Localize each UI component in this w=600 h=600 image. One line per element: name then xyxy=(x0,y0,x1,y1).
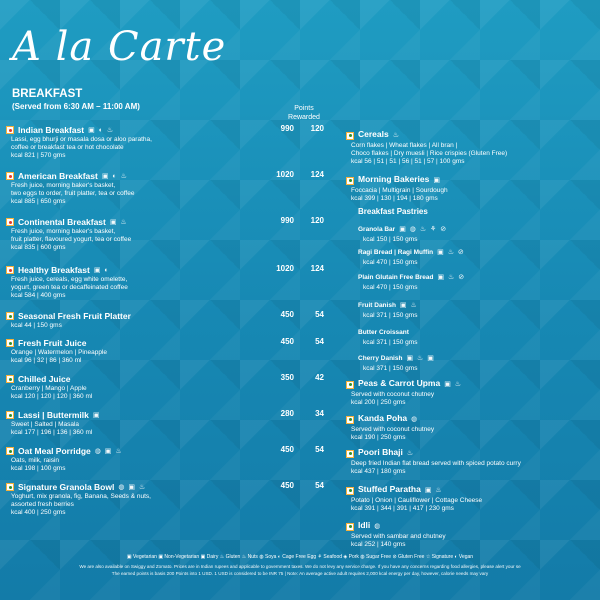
item-description-line: kcal 56 | 51 | 51 | 56 | 51 | 57 | 100 gms xyxy=(351,158,465,165)
item-price: 450 xyxy=(280,337,294,346)
veg-symbol-icon xyxy=(6,375,14,383)
section-subtitle: (Served from 6:30 AM – 11:00 AM) xyxy=(12,102,140,111)
item-points: 120 xyxy=(310,216,324,225)
item-header xyxy=(346,479,596,497)
item-header xyxy=(346,169,596,187)
item-description-line: kcal 198 | 100 gms xyxy=(11,465,66,472)
item-points: 54 xyxy=(315,310,324,319)
symbol-dot xyxy=(9,450,12,453)
item-points: 34 xyxy=(315,409,324,418)
dietary-icons: ▣ ◐ ♨ xyxy=(88,127,115,134)
item-description-line: kcal 470 | 150 gms xyxy=(363,259,418,266)
symbol-dot xyxy=(9,221,12,224)
menu-item-8 xyxy=(6,445,336,473)
item-description-line: Served with coconut chutney xyxy=(351,391,435,398)
item-description-line: kcal 391 | 344 | 391 | 417 | 230 gms xyxy=(351,505,454,512)
item-description-line: Corn flakes | Wheat flakes | All bran | xyxy=(351,142,458,149)
menu-item-1 xyxy=(6,170,336,206)
dietary-icons: ▣ xyxy=(433,177,441,184)
dietary-legend: ▣ Vegetarian ▣ Non-Vegetarian ▣ Dairy ♨ Gluten ♨ Nuts ◍ Soya ◐ Cage Free Egg ⚘ Seafood ◈ Pork ◍ Sugar Free ⊘ Gluten Free ☆ Signature ◐ Vegan xyxy=(126,554,474,560)
item-header xyxy=(346,408,596,426)
item-name: American Breakfast xyxy=(18,171,98,181)
menu-title: A la Carte xyxy=(12,24,227,70)
menu-item-4 xyxy=(6,310,336,330)
item-header xyxy=(358,347,588,365)
nonveg-symbol-icon xyxy=(6,218,14,226)
item-price: 990 xyxy=(280,124,294,133)
item-header xyxy=(346,442,596,460)
menu-item-5 xyxy=(6,337,336,365)
menu-item-6 xyxy=(6,373,336,401)
item-name: Stuffed Paratha xyxy=(358,484,421,494)
item-header xyxy=(346,124,596,142)
item-description-line: Orange | Watermelon | Pineapple xyxy=(11,349,107,356)
right-menu-item-1 xyxy=(346,169,596,203)
item-description-line: kcal 399 | 130 | 194 | 180 gms xyxy=(351,195,438,202)
right-menu-item-0 xyxy=(346,124,596,166)
item-price: 450 xyxy=(280,481,294,490)
veg-symbol-icon xyxy=(346,132,354,140)
item-description-line: Fresh juice, cereals, egg white omelette, xyxy=(11,276,128,283)
symbol-dot xyxy=(349,383,352,386)
item-name: Healthy Breakfast xyxy=(18,265,90,275)
menu-item-2 xyxy=(6,216,336,252)
item-name: Peas & Carrot Upma xyxy=(358,378,441,388)
menu-item-7 xyxy=(6,409,336,437)
item-description-line: coffee or breakfast tea or hot chocolate xyxy=(11,144,124,151)
section-title: BREAKFAST xyxy=(12,88,83,100)
item-points: 124 xyxy=(310,170,324,179)
symbol-dot xyxy=(349,134,352,137)
item-description-line: Potato | Onion | Cauliflower | Cottage Cheese xyxy=(351,497,483,504)
dietary-icons: ◍ xyxy=(411,416,419,423)
veg-symbol-icon xyxy=(346,177,354,185)
dietary-icons: ◍ xyxy=(374,523,382,530)
item-description-line: Served with sambar and chutney xyxy=(351,533,446,540)
item-price: 280 xyxy=(280,409,294,418)
symbol-dot xyxy=(9,269,12,272)
item-points: 54 xyxy=(315,481,324,490)
item-points: 120 xyxy=(310,124,324,133)
item-description-line: Choco flakes | Dry muesli | Rice crispies (Gluten Free) xyxy=(351,150,508,157)
dietary-icons: ▣ ♨ xyxy=(109,219,128,226)
item-name: Idli xyxy=(358,520,371,530)
symbol-dot xyxy=(9,342,12,345)
item-name: Lassi | Buttermilk xyxy=(18,410,89,420)
points-header-line-2: Rewarded xyxy=(288,114,320,121)
right-menu-item-2-3 xyxy=(346,479,596,513)
points-header-line-1: Points xyxy=(294,105,314,112)
dietary-icons: ♨ xyxy=(406,450,415,457)
item-header xyxy=(346,373,596,391)
item-name: Cereals xyxy=(358,129,389,139)
right-menu-item-2-2 xyxy=(346,442,596,476)
right-menu-item-2-0 xyxy=(346,373,596,407)
item-name: Fresh Fruit Juice xyxy=(18,338,87,348)
item-description-line: kcal 821 | 570 gms xyxy=(11,152,66,159)
item-description-line: Fresh juice, morning baker's basket, xyxy=(11,228,116,235)
item-description-line: Cranberry | Mango | Apple xyxy=(11,385,87,392)
dietary-icons: ▣ ◐ xyxy=(93,267,110,274)
dietary-icons: ▣ ♨ ⊘ xyxy=(437,274,466,281)
item-description-line: two eggs to order, fruit platter, tea or coffee xyxy=(11,190,135,197)
points-column-header xyxy=(282,104,326,122)
item-description-line: kcal 470 | 150 gms xyxy=(363,284,418,291)
pastry-item-4 xyxy=(358,321,588,347)
item-points: 54 xyxy=(315,445,324,454)
veg-symbol-icon xyxy=(6,312,14,320)
item-description-line: yogurt, green tea or decaffeinated coffee xyxy=(11,284,128,291)
item-price: 1020 xyxy=(276,264,294,273)
item-description-line: fruit platter, flavoured yogurt, tea or coffee xyxy=(11,236,132,243)
dietary-icons: ▣ ♨ ▣ xyxy=(406,355,435,362)
item-description-line: kcal 371 | 150 gms xyxy=(363,365,418,372)
item-name: Ragi Bread | Ragi Muffin xyxy=(358,249,434,256)
menu-item-0 xyxy=(6,124,336,160)
veg-symbol-icon xyxy=(6,483,14,491)
menu-item-9 xyxy=(6,481,336,517)
item-description-line: kcal 44 | 150 gms xyxy=(11,322,62,329)
item-name: Butter Croissant xyxy=(358,329,409,336)
item-points: 124 xyxy=(310,264,324,273)
item-price: 350 xyxy=(280,373,294,382)
item-description-line: Foccacia | Multigrain | Sourdough xyxy=(351,187,448,194)
symbol-dot xyxy=(349,525,352,528)
item-price: 990 xyxy=(280,216,294,225)
item-header xyxy=(358,266,588,284)
item-name: Kanda Poha xyxy=(358,413,408,423)
item-description-line: Sweet | Salted | Masala xyxy=(11,421,80,428)
item-description-line: Served with coconut chutney xyxy=(351,426,435,433)
item-name: Chilled Juice xyxy=(18,374,71,384)
footer-note-2: The earned points is basis 200 Points into 1 USD. 1 USD is considered to be INR 75 | Note: An average active adult requires 2,000 kcal energy per day, however, calorie needs may vary xyxy=(111,571,489,576)
item-header xyxy=(346,515,596,533)
item-price: 450 xyxy=(280,310,294,319)
item-description-line: kcal 885 | 650 gms xyxy=(11,198,66,205)
item-description-line: kcal 150 | 150 gms xyxy=(363,236,418,243)
pastries-heading: Breakfast Pastries xyxy=(358,207,428,216)
item-description-line: Deep fried Indian flat bread served with spiced potato curry xyxy=(351,460,521,467)
symbol-dot xyxy=(349,489,352,492)
item-description-line: kcal 371 | 150 gms xyxy=(363,339,418,346)
item-header xyxy=(358,218,588,236)
symbol-dot xyxy=(9,129,12,132)
item-name: Cherry Danish xyxy=(358,355,403,362)
pastry-item-3 xyxy=(358,294,588,320)
symbol-dot xyxy=(9,175,12,178)
item-name: Fruit Danish xyxy=(358,302,396,309)
item-name: Granola Bar xyxy=(358,226,396,233)
item-description-line: Oats, milk, raisin xyxy=(11,457,60,464)
pastry-item-2 xyxy=(358,266,588,292)
item-description-line: Yoghurt, mix granola, fig, Banana, Seeds & nuts, xyxy=(11,493,151,500)
menu-item-3 xyxy=(6,264,336,300)
symbol-dot xyxy=(9,378,12,381)
dietary-icons: ▣ ◐ ♨ xyxy=(101,173,128,180)
item-name: Continental Breakfast xyxy=(18,217,106,227)
nonveg-symbol-icon xyxy=(6,126,14,134)
veg-symbol-icon xyxy=(6,411,14,419)
veg-symbol-icon xyxy=(346,381,354,389)
symbol-dot xyxy=(9,414,12,417)
item-name: Plain Glutain Free Bread xyxy=(358,274,434,281)
item-name: Seasonal Fresh Fruit Platter xyxy=(18,311,131,321)
item-name: Poori Bhaji xyxy=(358,447,403,457)
dietary-icons: ▣ ♨ xyxy=(444,381,463,388)
dietary-icons: ◍ ▣ ♨ xyxy=(94,448,123,455)
pastry-item-5 xyxy=(358,347,588,373)
symbol-dot xyxy=(349,179,352,182)
item-description-line: kcal 584 | 400 gms xyxy=(11,292,66,299)
footer-notes xyxy=(6,563,594,577)
dietary-icons: ▣ xyxy=(92,412,101,419)
item-description-line: kcal 252 | 140 gms xyxy=(351,541,406,548)
item-price: 450 xyxy=(280,445,294,454)
right-menu-item-2-1 xyxy=(346,408,596,442)
pastry-item-1 xyxy=(358,241,588,267)
veg-symbol-icon xyxy=(346,450,354,458)
item-header xyxy=(358,294,588,312)
right-menu-item-2-4 xyxy=(346,515,596,549)
dietary-icons: ▣ ♨ xyxy=(424,487,443,494)
item-description-line: assorted fresh berries xyxy=(11,501,74,508)
dietary-icons: ▣ ♨ xyxy=(399,302,418,309)
section-heading xyxy=(12,88,140,111)
item-description-line: kcal 200 | 250 gms xyxy=(351,399,406,406)
dietary-icons: ♨ xyxy=(392,132,400,139)
item-description-line: kcal 96 | 32 | 86 | 360 ml xyxy=(11,357,82,364)
symbol-dot xyxy=(349,452,352,455)
item-description-line: kcal 371 | 150 gms xyxy=(363,312,418,319)
veg-symbol-icon xyxy=(6,447,14,455)
veg-symbol-icon xyxy=(346,416,354,424)
nonveg-symbol-icon xyxy=(6,266,14,274)
item-header xyxy=(358,241,588,259)
dietary-icons: ▣ ◍ ♨ ⚘ ⊘ xyxy=(399,226,448,233)
item-name: Signature Granola Bowl xyxy=(18,482,115,492)
item-description-line: kcal 437 | 180 gms xyxy=(351,468,406,475)
item-points: 54 xyxy=(315,337,324,346)
item-name: Oat Meal Porridge xyxy=(18,446,91,456)
veg-symbol-icon xyxy=(346,523,354,531)
dietary-icons: ▣ ♨ ⊘ xyxy=(437,249,465,256)
item-description-line: kcal 400 | 250 gms xyxy=(11,509,66,516)
footer-note-1: We are also available on Swiggy and Zomato. Prices are in Indian rupees and applicable to government taxes. We do not levy any service charge. If you have any concerns regarding food allergies, please alert your se xyxy=(79,564,521,569)
item-description-line: kcal 120 | 120 | 120 | 360 ml xyxy=(11,393,93,400)
dietary-icons: ◍ ▣ ♨ xyxy=(118,484,147,491)
item-description-line: kcal 177 | 196 | 136 | 360 ml xyxy=(11,429,93,436)
symbol-dot xyxy=(9,315,12,318)
item-description-line: kcal 190 | 250 gms xyxy=(351,434,406,441)
veg-symbol-icon xyxy=(6,339,14,347)
nonveg-symbol-icon xyxy=(6,172,14,180)
symbol-dot xyxy=(349,418,352,421)
item-price: 1020 xyxy=(276,170,294,179)
item-description-line: kcal 835 | 600 gms xyxy=(11,244,66,251)
item-header xyxy=(358,321,588,339)
item-name: Morning Bakeries xyxy=(358,174,430,184)
item-description-line: Fresh juice, morning baker's basket, xyxy=(11,182,116,189)
item-name: Indian Breakfast xyxy=(18,125,85,135)
symbol-dot xyxy=(9,486,12,489)
veg-symbol-icon xyxy=(346,487,354,495)
item-points: 42 xyxy=(315,373,324,382)
item-description-line: Lassi, egg bhurji or masala dosa or aloo paratha, xyxy=(11,136,152,143)
